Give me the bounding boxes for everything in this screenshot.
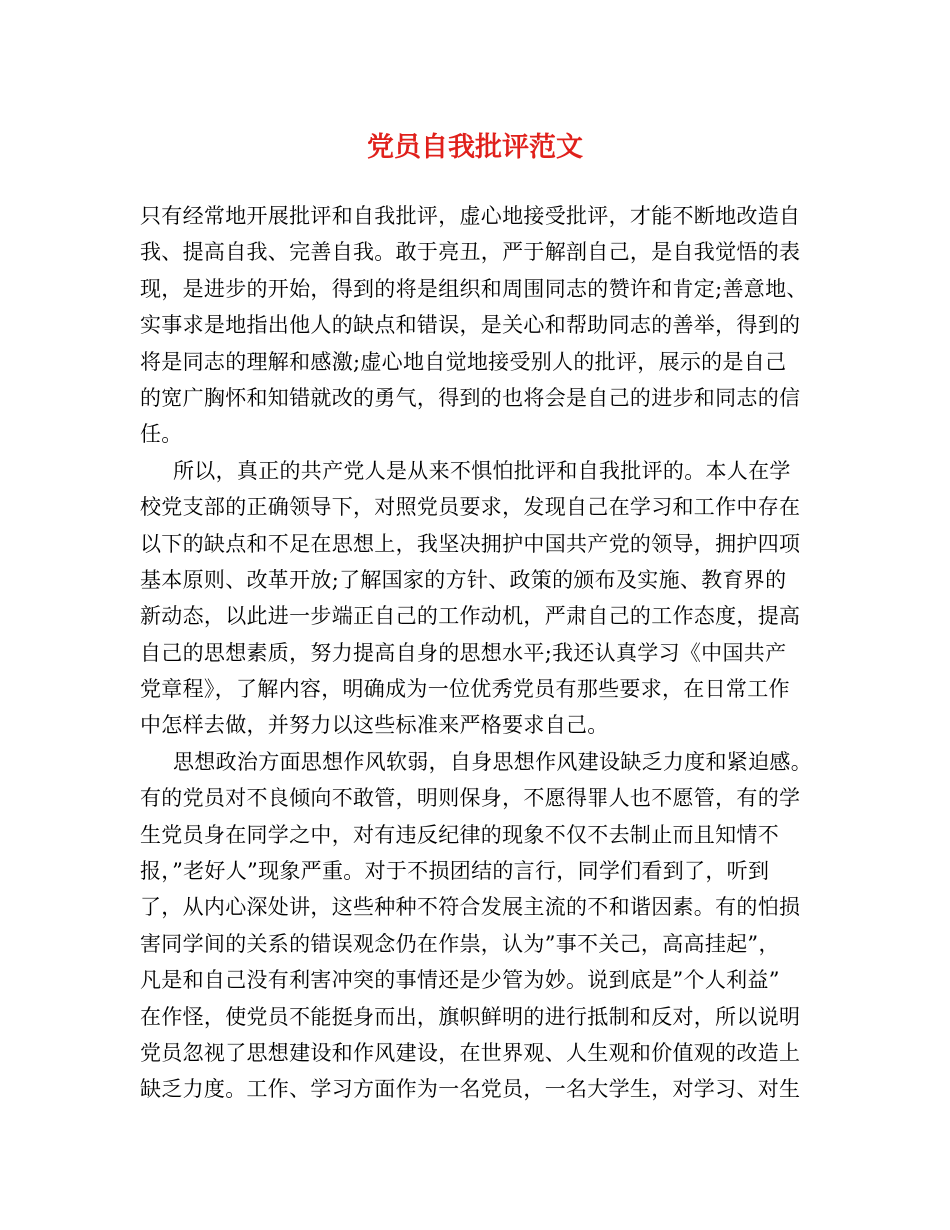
- paragraph-line: 自己的思想素质，努力提高自身的思想水平;我还认真学习《中国共产: [140, 640, 787, 665]
- paragraph-line: 基本原则、改革开放;了解国家的方针、政策的颁布及实施、教育界的: [140, 567, 787, 592]
- document-body: [140, 198, 813, 1108]
- paragraph-line: 现，是进步的开始，得到的将是组织和周围同志的赞许和肯定;善意地、: [140, 276, 808, 301]
- paragraph-line: 将是同志的理解和感激;虚心地自觉地接受别人的批评，展示的是自己: [140, 349, 787, 374]
- paragraph: [140, 198, 813, 453]
- paragraph-line: 只有经常地开展批评和自我批评，虚心地接受批评，才能不断地改造自: [140, 204, 801, 228]
- paragraph: [140, 744, 813, 1108]
- paragraph-line: 任。: [140, 422, 183, 447]
- paragraph-line: 中怎样去做，并努力以这些标准来严格要求自己。: [140, 713, 609, 738]
- paragraph-line: 校党支部的正确领导下，对照党员要求，发现自己在学习和工作中存在: [140, 495, 801, 520]
- paragraph-line: 实事求是地指出他人的缺点和错误，是关心和帮助同志的善举，得到的: [140, 313, 801, 338]
- paragraph-line: 新动态，以此进一步端正自己的工作动机，严肃自己的工作态度，提高: [140, 604, 801, 629]
- paragraph-line: 报，”老好人”现象严重。对于不损团结的言行，同学们看到了，听到: [140, 859, 770, 884]
- paragraph-line: 有的党员对不良倾向不敢管，明则保身，不愿得罪人也不愿管，有的学: [140, 786, 801, 811]
- paragraph-line: 我、提高自我、完善自我。敢于亮丑，严于解剖自己，是自我觉悟的表: [140, 240, 801, 265]
- paragraph-line: 在作怪，使党员不能挺身而出，旗帜鲜明的进行抵制和反对，所以说明: [140, 1004, 801, 1029]
- paragraph-line: 所以，真正的共产党人是从来不惧怕批评和自我批评的。本人在学: [173, 458, 791, 483]
- paragraph-line: 缺乏力度。工作、学习方面作为一名党员，一名大学生，对学习、对生: [140, 1077, 801, 1102]
- paragraph: [140, 453, 813, 744]
- document-title: 党员自我批评范文: [367, 132, 583, 163]
- paragraph-line: 以下的缺点和不足在思想上，我坚决拥护中国共产党的领导，拥护四项: [140, 531, 801, 556]
- paragraph-line: 了，从内心深处讲，这些种种不符合发展主流的不和谐因素。有的怕损: [140, 895, 801, 920]
- paragraph-line: 生党员身在同学之中，对有违反纪律的现象不仅不去制止而且知情不: [140, 822, 779, 847]
- paragraph-line: 思想政治方面思想作风软弱，自身思想作风建设缺乏力度和紧迫感。: [173, 749, 812, 774]
- paragraph-line: 害同学间的关系的错误观念仍在作祟，认为”事不关己，高高挂起”，: [140, 931, 780, 956]
- paragraph-line: 党员忽视了思想建设和作风建设，在世界观、人生观和价值观的改造上: [140, 1040, 801, 1065]
- paragraph-line: 的宽广胸怀和知错就改的勇气，得到的也将会是自己的进步和同志的信: [140, 385, 801, 410]
- paragraph-line: 凡是和自己没有利害冲突的事情还是少管为妙。说到底是”个人利益”: [140, 968, 780, 993]
- paragraph-line: 党章程》，了解内容，明确成为一位优秀党员有那些要求，在日常工作: [140, 677, 790, 702]
